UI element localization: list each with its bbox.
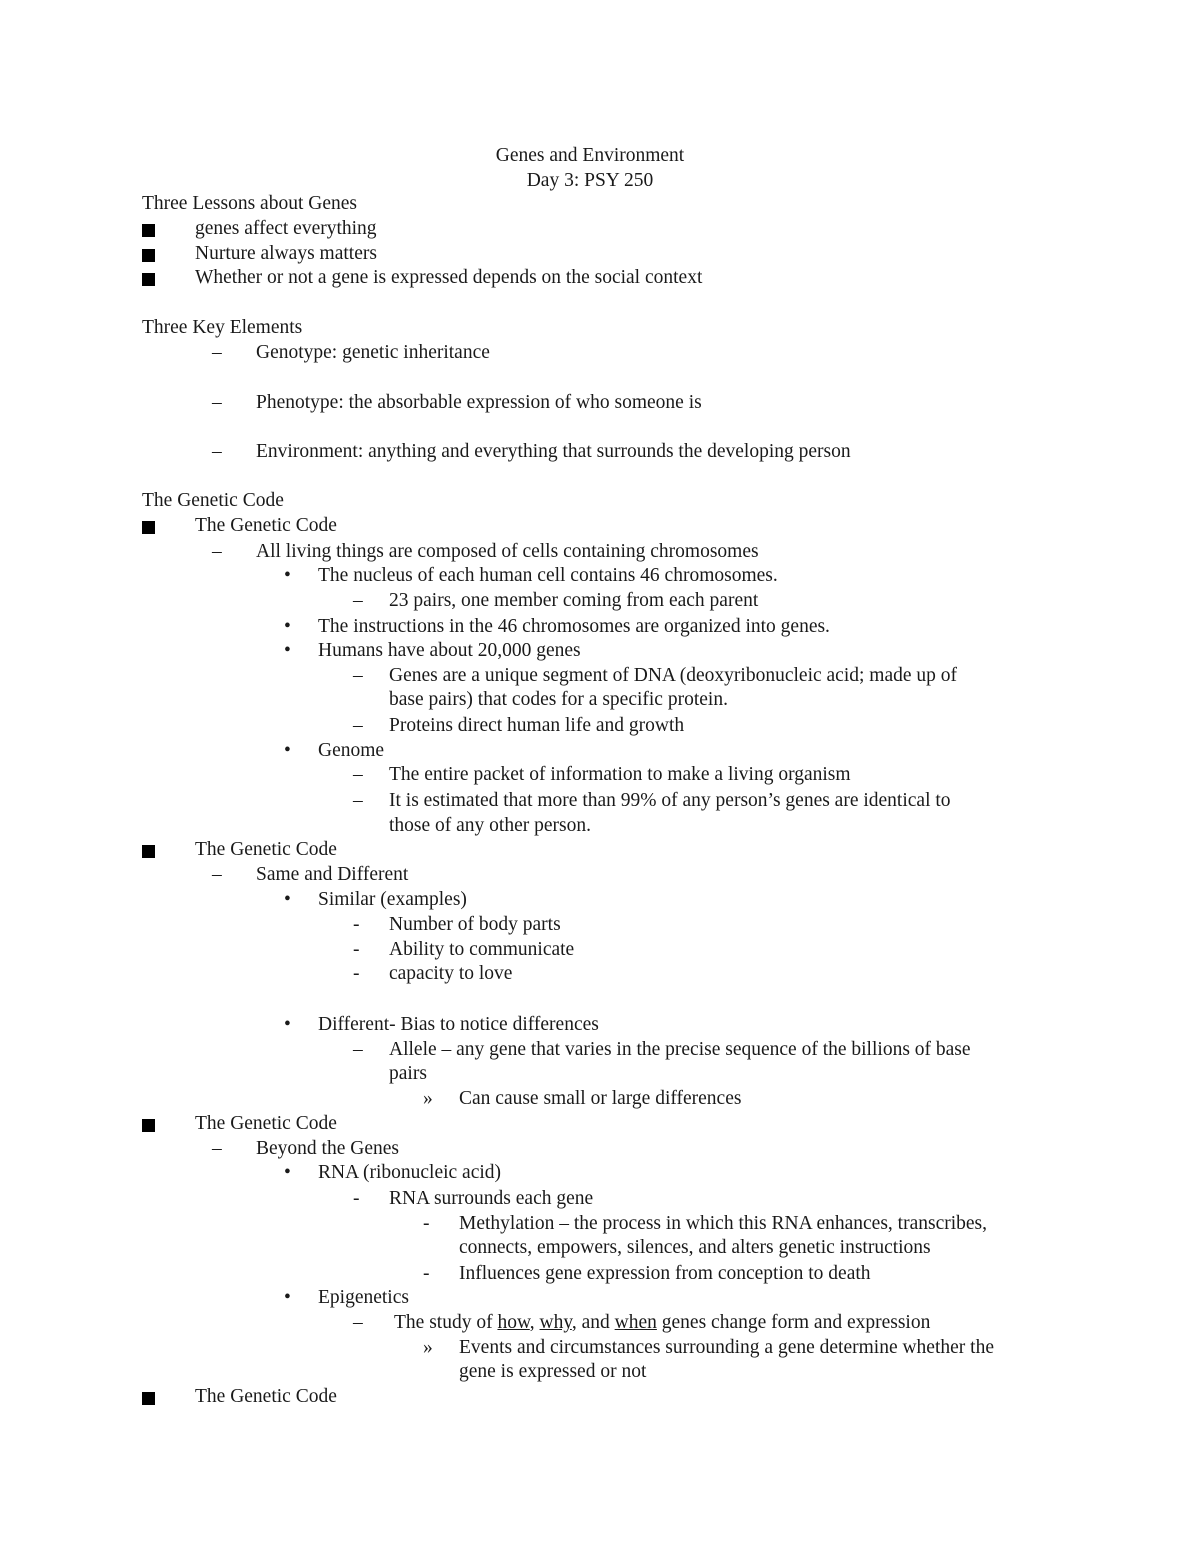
list-item: Genotype: genetic inheritance — [256, 342, 490, 363]
list-item: genes affect everything — [195, 218, 377, 239]
list-item: Similar (examples) — [318, 889, 467, 910]
list-item: All living things are composed of cells containing chromosomes — [256, 541, 759, 562]
dash-marker: – — [212, 392, 222, 413]
list-item: Can cause small or large differences — [459, 1088, 742, 1109]
list-item: RNA (ribonucleic acid) — [318, 1162, 502, 1183]
list-item-continued: connects, empowers, silences, and alters genetic instructions — [459, 1237, 931, 1258]
list-item: Genes are a unique segment of DNA (deoxyribonucleic acid; made up of — [389, 665, 958, 686]
underlined-when: when — [614, 1312, 657, 1333]
dash-marker: – — [353, 764, 363, 785]
underlined-why: why — [539, 1312, 572, 1333]
bullet-marker: • — [284, 565, 291, 586]
list-item: It is estimated that more than 99% of any person’s genes are identical to — [389, 790, 951, 811]
list-item: Environment: anything and everything that surrounds the developing person — [256, 441, 851, 462]
list-item: capacity to love — [389, 963, 513, 984]
list-item: Epigenetics — [318, 1287, 409, 1308]
bullet-marker: • — [284, 1014, 291, 1035]
dash-marker: – — [212, 1138, 222, 1159]
section-heading-lessons: Three Lessons about Genes — [142, 193, 357, 214]
bullet-marker: • — [284, 1162, 291, 1183]
list-item-continued: gene is expressed or not — [459, 1361, 647, 1382]
list-item: Whether or not a gene is expressed depends on the social context — [195, 267, 703, 288]
study-text-pre: The study of — [394, 1312, 498, 1333]
study-text-sep1: , — [529, 1312, 540, 1333]
list-item: Influences gene expression from conception to death — [459, 1263, 871, 1284]
dash-marker: – — [353, 1312, 363, 1333]
list-item: Methylation – the process in which this RNA enhances, transcribes, — [459, 1213, 988, 1234]
bullet-marker: • — [284, 889, 291, 910]
list-item: Genome — [318, 740, 385, 761]
dash-marker: – — [212, 342, 222, 363]
hyphen-marker: - — [353, 1188, 360, 1209]
list-item: RNA surrounds each gene — [389, 1188, 594, 1209]
list-item: The nucleus of each human cell contains 46 chromosomes. — [318, 565, 778, 586]
list-item: Phenotype: the absorbable expression of who someone is — [256, 392, 702, 413]
square-bullet-icon — [142, 249, 155, 262]
block-label: The Genetic Code — [195, 839, 337, 860]
list-item: Same and Different — [256, 864, 409, 885]
bullet-marker: • — [284, 1287, 291, 1308]
square-bullet-icon — [142, 1119, 155, 1132]
guillemet-marker: » — [423, 1337, 433, 1358]
list-item-continued: pairs — [389, 1063, 427, 1084]
dash-marker: – — [353, 790, 363, 811]
bullet-marker: • — [284, 740, 291, 761]
dash-marker: – — [212, 864, 222, 885]
dash-marker: – — [212, 541, 222, 562]
guillemet-marker: » — [423, 1088, 433, 1109]
bullet-marker: • — [284, 640, 291, 661]
underlined-how: how — [497, 1312, 530, 1333]
hyphen-marker: - — [423, 1213, 430, 1234]
square-bullet-icon — [142, 224, 155, 237]
hyphen-marker: - — [353, 939, 360, 960]
block-label: The Genetic Code — [195, 1113, 337, 1134]
list-item: The instructions in the 46 chromosomes are organized into genes. — [318, 616, 830, 637]
list-item: Nurture always matters — [195, 243, 377, 264]
dash-marker: – — [353, 1039, 363, 1060]
list-item: Number of body parts — [389, 914, 561, 935]
section-heading-genetic-code: The Genetic Code — [142, 490, 284, 511]
dash-marker: – — [353, 590, 363, 611]
list-item: Humans have about 20,000 genes — [318, 640, 581, 661]
hyphen-marker: - — [353, 914, 360, 935]
dash-marker: – — [353, 665, 363, 686]
list-item-continued: base pairs) that codes for a specific protein. — [389, 689, 728, 710]
list-item-continued: those of any other person. — [389, 815, 591, 836]
page-subtitle: Day 3: PSY 250 — [526, 170, 654, 191]
list-item: The entire packet of information to make a living organism — [389, 764, 851, 785]
hyphen-marker: - — [423, 1263, 430, 1284]
dash-marker: – — [212, 441, 222, 462]
block-label: The Genetic Code — [195, 1386, 337, 1407]
square-bullet-icon — [142, 1392, 155, 1405]
list-item: Different- Bias to notice differences — [318, 1014, 599, 1035]
dash-marker: – — [353, 715, 363, 736]
list-item: Events and circumstances surrounding a gene determine whether the — [459, 1337, 994, 1358]
square-bullet-icon — [142, 273, 155, 286]
block-label: The Genetic Code — [195, 515, 337, 536]
bullet-marker: • — [284, 616, 291, 637]
section-heading-key-elements: Three Key Elements — [142, 317, 303, 338]
list-item: Beyond the Genes — [256, 1138, 399, 1159]
square-bullet-icon — [142, 845, 155, 858]
study-text-sep2: , and — [571, 1312, 615, 1333]
hyphen-marker: - — [353, 963, 360, 984]
list-item: 23 pairs, one member coming from each parent — [389, 590, 759, 611]
list-item: Proteins direct human life and growth — [389, 715, 685, 736]
study-text-post: genes change form and expression — [656, 1312, 931, 1333]
list-item: Allele – any gene that varies in the precise sequence of the billions of base — [389, 1039, 971, 1060]
list-item: Ability to communicate — [389, 939, 575, 960]
square-bullet-icon — [142, 521, 155, 534]
list-item-epigenetics-study — [394, 1313, 930, 1333]
page-title: Genes and Environment — [495, 145, 685, 166]
